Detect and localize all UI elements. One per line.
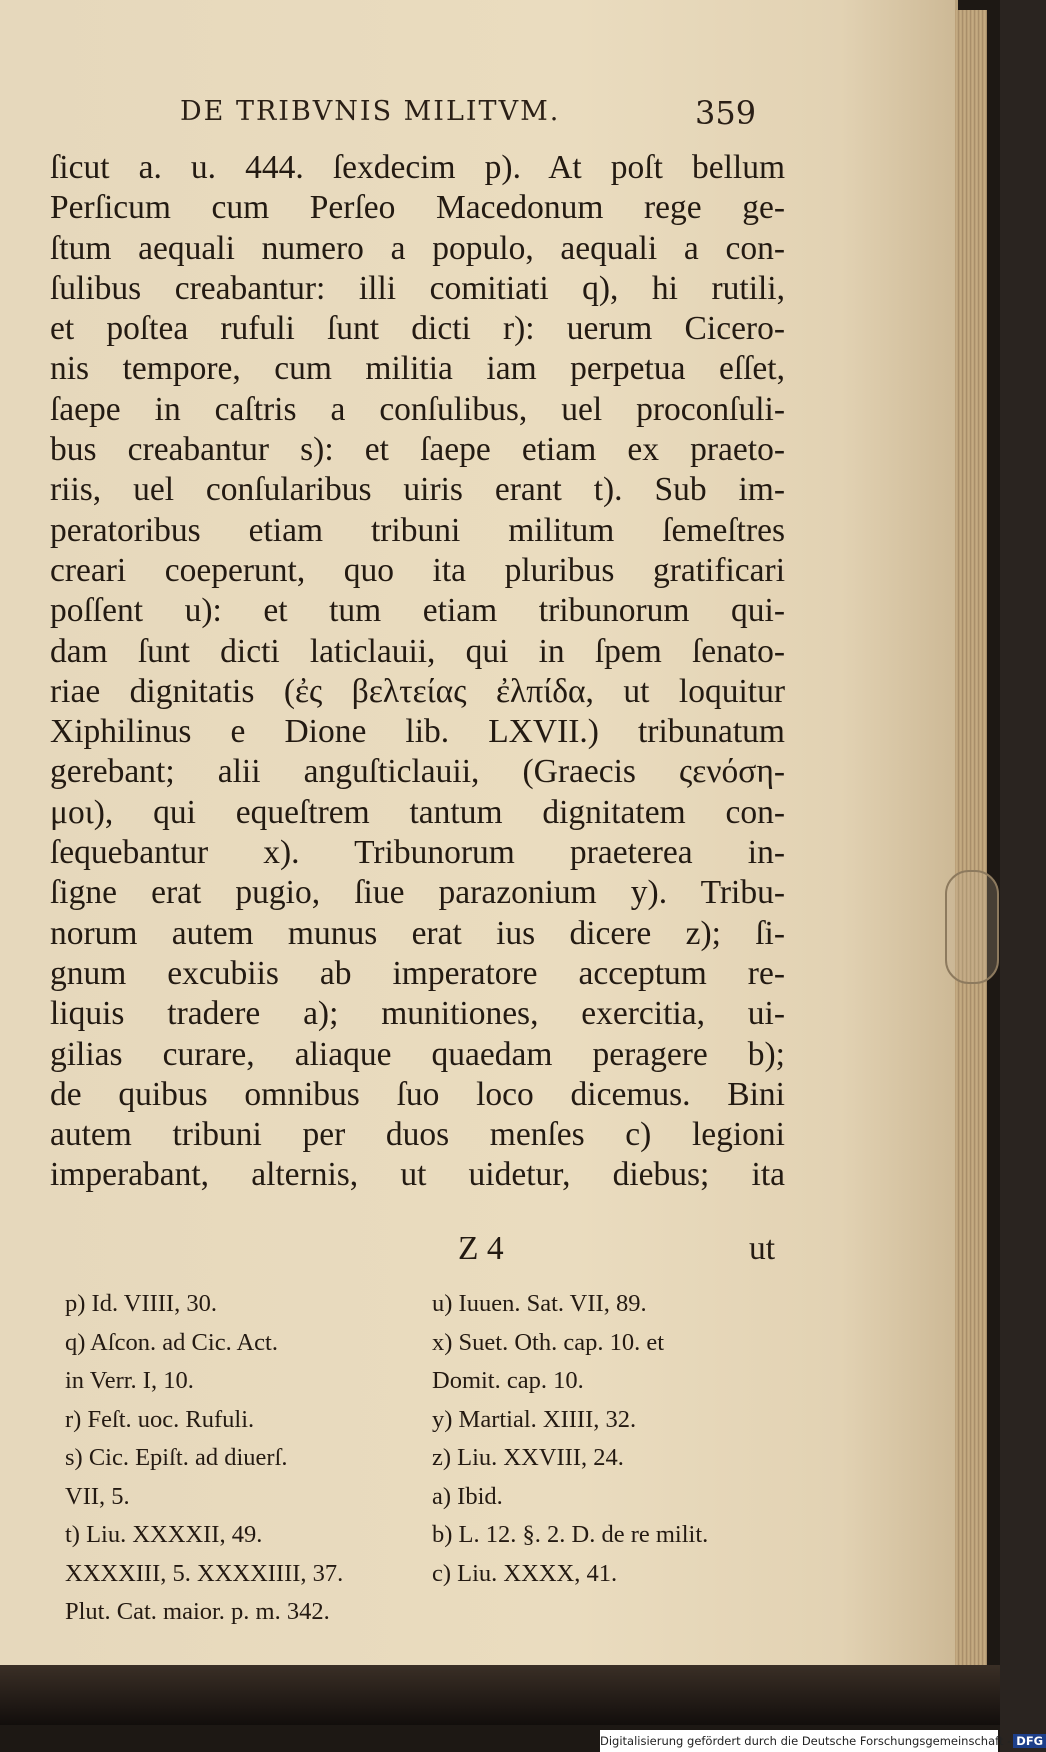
text-line: poſſent u): et tum etiam tribunorum qui- (50, 592, 785, 630)
footnote: b) L. 12. §. 2. D. de re milit. (432, 1521, 709, 1548)
running-title: DE TRIBVNIS MILITVM. (180, 96, 561, 127)
footnote: y) Martial. XIIII, 32. (432, 1405, 637, 1433)
text-line: riis, uel conſularibus uiris erant t). Sub im- (50, 471, 785, 509)
text-line: imperabant, alternis, ut uidetur, diebus; ita (50, 1156, 785, 1194)
text-line: nis tempore, cum militia iam perpetua eſſet, (50, 350, 785, 388)
footnote: t) Liu. XXXXII, 49. (65, 1521, 263, 1548)
text-line: bus creabantur s): et ſaepe etiam ex praeto- (50, 431, 785, 469)
text-line: riae dignitatis (ἐς βελτείας ἐλπίδα, ut loquitur (50, 672, 785, 710)
text-line: ſicut a. u. 444. ſexdecim p). At poſt bellum (50, 149, 785, 186)
footnote: s) Cic. Epiſt. ad diuerſ. (65, 1444, 288, 1471)
footnote: XXXXIII, 5. XXXXIIII, 37. (65, 1559, 344, 1587)
footnote: u) Iuuen. Sat. VII, 89. (432, 1290, 647, 1317)
text-line: ſtum aequali numero a populo, aequali a con- (50, 229, 785, 267)
footnote: Plut. Cat. maior. p. m. 342. (65, 1598, 330, 1625)
text-line: gerebant; alii anguſticlauii, (Graecis ςενόση- (50, 753, 785, 791)
footnote: p) Id. VIIII, 30. (65, 1290, 217, 1317)
credit-text: Digitalisierung gefördert durch die Deutsche Forschungsgemeinschaft - (600, 1734, 1012, 1748)
footnote: a) Ibid. (432, 1482, 503, 1510)
digitization-credit (600, 1730, 1044, 1752)
footnote: Domit. cap. 10. (432, 1367, 584, 1394)
footnote: z) Liu. XXVIII, 24. (432, 1444, 624, 1471)
text-line: ſigne erat pugio, ſiue parazonium y). Tribu- (50, 874, 785, 912)
text-line: ſequebantur x). Tribunorum praeterea in- (50, 834, 785, 872)
text-line: de quibus omnibus ſuo loco dicemus. Bini (50, 1075, 785, 1113)
text-line: peratoribus etiam tribuni militum ſemeſtres (50, 511, 785, 549)
footnote: x) Suet. Oth. cap. 10. et (432, 1328, 665, 1356)
footnote: r) Feſt. uoc. Rufuli. (65, 1405, 255, 1433)
scan-shadow (0, 1665, 1000, 1725)
footnote: q) Aſcon. ad Cic. Act. (65, 1328, 278, 1356)
catchword: ut (748, 1230, 775, 1267)
text-line: Xiphilinus e Dione lib. LXVII.) tribunatum (50, 713, 785, 751)
text-line: Perſicum cum Perſeo Macedonum rege ge- (50, 189, 785, 227)
text-line: et poſtea rufuli ſunt dicti r): uerum Cicero- (50, 310, 785, 348)
footnote: c) Liu. XXXX, 41. (432, 1559, 618, 1587)
text-line: dam ſunt dicti laticlauii, qui in ſpem ſenato- (50, 632, 785, 670)
main-text-block (50, 148, 785, 1196)
book-clip (945, 870, 999, 984)
footnotes-right (432, 1285, 792, 1593)
signature-mark: Z 4 (458, 1230, 504, 1267)
footnotes-left (65, 1285, 425, 1632)
text-line: ſulibus creabantur: illi comitiati q), hi rutili, (50, 269, 785, 307)
text-line: creari coeperunt, quo ita pluribus gratificari (50, 551, 785, 589)
text-line: μοι), qui equeſtrem tantum dignitatem con- (50, 793, 785, 831)
text-line: ſaepe in caſtris a conſulibus, uel proconſuli- (50, 390, 785, 428)
page-edges (955, 10, 987, 1670)
page-number: 359 (695, 94, 757, 132)
text-line: norum autem munus erat ius dicere z); ſi- (50, 914, 785, 952)
text-line: gilias curare, aliaque quaedam peragere b); (50, 1035, 785, 1073)
text-line: gnum excubiis ab imperatore acceptum re- (50, 954, 785, 992)
text-line: liquis tradere a); munitiones, exercitia, ui- (50, 995, 785, 1033)
text-line: autem tribuni per duos menſes c) legioni (50, 1116, 785, 1154)
footnote: VII, 5. (65, 1482, 130, 1510)
dfg-logo: DFG (1013, 1734, 1046, 1748)
footnote: in Verr. I, 10. (65, 1367, 194, 1394)
